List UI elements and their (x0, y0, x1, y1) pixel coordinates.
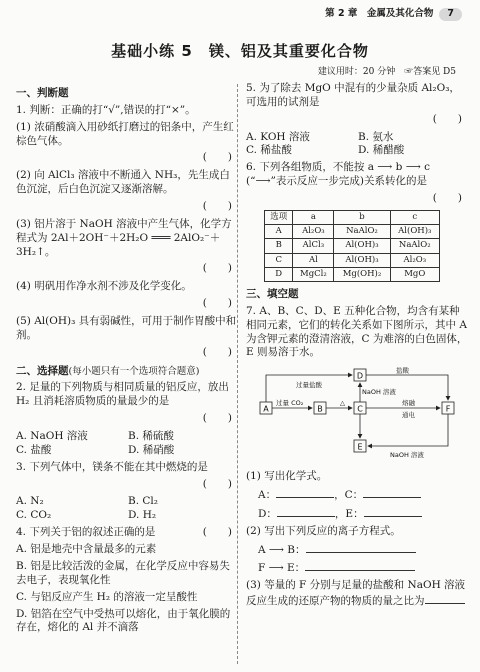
page-header (325, 8, 462, 21)
conversion-diagram (256, 367, 466, 459)
q7-e-label: ，E： (334, 507, 364, 520)
q4-option-a[interactable]: A. 铝是地壳中含量最多的元素 (16, 543, 157, 556)
table-header-cell: a (293, 210, 334, 224)
conversion-table (264, 210, 440, 282)
section-choice-heading (16, 365, 240, 379)
answer-bracket[interactable]: ( ) (202, 477, 232, 490)
table-cell: MgO (390, 267, 439, 281)
node-e: E (357, 442, 363, 452)
table-cell: Al(OH)₃ (334, 253, 390, 267)
q3-options (16, 495, 240, 523)
q3-option-c[interactable]: C. CO₂ (16, 509, 52, 522)
section-fill-heading: 三、填空题 (246, 287, 299, 300)
q7-stem: 7. A、B、C、D、E 五种化合物，均含有某种相同元素，它们的转化关系如下图所示，其中 A 为含钾元素的澄清溶液，C 为难溶的白色固体，E 则易溶于水。 (246, 304, 468, 359)
q7-part1-line1 (246, 487, 470, 503)
q3-option-b[interactable]: B. Cl₂ (128, 495, 158, 508)
q1-item-4: (4) 明矾用作净水剂不涉及化学变化。 (16, 280, 192, 293)
answer-bracket[interactable]: ( ) (202, 297, 232, 310)
label-electrolysis: 通电 (402, 411, 415, 420)
q2-option-c[interactable]: C. 盐酸 (16, 443, 52, 456)
table-cell: NaAlO₂ (334, 225, 390, 239)
q4-option-d[interactable]: D. 铝箔在空气中受热可以熔化，由于氧化膜的存在，熔化的 Al 并不滴落 (16, 607, 231, 634)
q4-option-c[interactable]: C. 与铝反应产生 H₂ 的溶液一定呈酸性 (16, 590, 198, 603)
answer-bracket[interactable]: ( ) (202, 526, 232, 539)
q1-item-5: (5) Al(OH)₃ 具有弱碱性，可用于制作胃酸中和剂。 (16, 315, 237, 341)
q1-item-3: (3) 铝片溶于 NaOH 溶液中产生气体，化学方程式为 2Al＋2OH⁻＋2H₂O ═══ 2AlO₂⁻＋3H₂↑。 (16, 217, 232, 258)
table-row (265, 267, 440, 281)
q5-option-d[interactable]: D. 稀醋酸 (358, 144, 405, 157)
answer-bracket[interactable]: ( ) (202, 262, 232, 275)
table-cell: D (265, 267, 293, 281)
label-heat: △ (340, 399, 345, 408)
q4-options (16, 543, 240, 635)
section-judgement-heading: 一、判断题 (16, 87, 69, 99)
label-hcl: 盐酸 (396, 367, 409, 375)
node-c: C (357, 404, 363, 414)
q1-item-1: (1) 浓硝酸滴入用砂纸打磨过的铝条中，产生红棕色气体。 (16, 120, 234, 147)
q1-item-2: (2) 向 AlCl₃ 溶液中不断通入 NH₃，先生成白色沉淀，后白色沉淀又逐渐溶解。 (16, 169, 230, 196)
q1-stem: 1. 判断：正确的打“√”,错误的打“×”。 (16, 103, 196, 116)
chapter-label: 第 2 章 金属及其化合物 (325, 8, 434, 19)
table-row (265, 253, 440, 267)
table-cell: C (265, 253, 293, 267)
q3-option-a[interactable]: A. N₂ (16, 495, 44, 508)
q7-part2-line2 (246, 560, 470, 576)
node-a: A (263, 404, 269, 414)
answer-bracket[interactable]: ( ) (432, 112, 462, 125)
label-excess-co2: 过量 CO₂ (276, 399, 304, 408)
table-row (265, 225, 440, 239)
label-naoh-1: NaOH 溶液 (362, 388, 396, 397)
q5-option-b[interactable]: B. 氨水 (358, 130, 394, 143)
q7-c-label: ，C： (334, 488, 364, 501)
table-cell: A (265, 225, 293, 239)
q2-option-d[interactable]: D. 稀硝酸 (128, 443, 175, 456)
q7-part2: (2) 写出下列反应的离子方程式。 (246, 524, 401, 537)
q7-fe-label: F ⟶ E： (258, 562, 306, 575)
answer-blank-a[interactable] (276, 487, 334, 498)
q2-option-b[interactable]: B. 稀硫酸 (128, 430, 174, 443)
answer-bracket[interactable]: ( ) (202, 200, 232, 213)
answer-blank-fe[interactable] (305, 560, 415, 571)
q7-part3-text: (3) 等量的 F 分别与足量的盐酸和 NaOH 溶液反应生成的还原产物的物质的量之比为 (246, 579, 466, 608)
answer-blank-e[interactable] (364, 506, 422, 517)
q4-option-b[interactable]: B. 铝是比较活泼的金属，在化学反应中容易失去电子，表现氧化性 (16, 559, 230, 586)
q4-stem (16, 526, 240, 540)
answer-blank-c[interactable] (363, 487, 421, 498)
suggested-time: 建议用时：20 分钟 ☞答案见 D5 (317, 67, 456, 77)
label-naoh-2: NaOH 溶液 (390, 451, 424, 460)
table-cell: NaAlO₂ (390, 239, 439, 253)
q7-a-label: A： (258, 488, 277, 501)
table-cell: Al(OH)₃ (390, 225, 439, 239)
table-cell: Mg(OH)₂ (334, 267, 390, 281)
answer-blank-ratio[interactable] (425, 593, 465, 604)
q3-option-d[interactable]: D. H₂ (128, 509, 157, 522)
q2-option-a[interactable]: A. NaOH 溶液 (16, 430, 88, 443)
q5-stem: 5. 为了除去 MgO 中混有的少量杂质 Al₂O₃，可选用的试剂是 (246, 82, 460, 108)
q5-option-a[interactable]: A. KOH 溶液 (246, 130, 310, 143)
answer-blank-ab[interactable] (306, 542, 416, 553)
q2-options (16, 430, 240, 458)
table-cell: AlCl₃ (293, 239, 334, 253)
answer-bracket[interactable]: ( ) (432, 192, 462, 205)
q7-part1: (1) 写出化学式。 (246, 470, 328, 483)
node-d: D (356, 371, 364, 381)
table-header-cell: b (334, 210, 390, 224)
q6-stem: 6. 下列各组物质，不能按 a ⟶ b ⟶ c (“⟶”表示反应一步完成)关系转化的是 (246, 161, 431, 188)
label-excess-hcl: 过量盐酸 (296, 381, 322, 390)
table-cell: MgCl₂ (293, 267, 334, 281)
left-column (16, 82, 240, 638)
answer-blank-d[interactable] (277, 506, 335, 517)
q3-stem: 3. 下列气体中，镁条不能在其中燃烧的是 (16, 460, 208, 473)
q7-part1-line2 (246, 506, 470, 522)
page-number: 7 (439, 8, 462, 21)
label-molten: 熔融 (402, 399, 415, 408)
table-cell: Al₂O₃ (390, 253, 439, 267)
q4-stem-text: 4. 下列关于铝的叙述正确的是 (16, 526, 156, 539)
table-cell: Al₂O₃ (293, 225, 334, 239)
table-header-cell: c (390, 210, 439, 224)
page-title: 基础小练 5 镁、铝及其重要化合物 (111, 42, 369, 60)
answer-bracket[interactable]: ( ) (202, 412, 232, 425)
table-row (265, 239, 440, 253)
q5-option-c[interactable]: C. 稀盐酸 (246, 144, 292, 157)
q7-part3 (246, 579, 470, 609)
section-choice-note: (每小题只有一个选项符合题意) (68, 365, 200, 377)
q7-d-label: D： (258, 507, 277, 520)
table-cell: Al (293, 253, 334, 267)
table-cell: B (265, 239, 293, 253)
table-header-row (265, 210, 440, 224)
answer-bracket[interactable]: ( ) (202, 151, 232, 164)
table-cell: Al(OH)₃ (334, 239, 390, 253)
right-column (246, 82, 470, 612)
q2-stem: 2. 足量的下列物质与相同质量的铝反应，放出 H₂ 且消耗溶质物质的量最少的是 (16, 381, 229, 408)
node-f: F (445, 404, 451, 414)
q7-part2-line1 (246, 542, 470, 558)
q7-ab-label: A ⟶ B： (258, 543, 306, 556)
q5-options (246, 131, 470, 159)
node-b: B (317, 404, 323, 414)
section-choice-title: 二、选择题 (16, 364, 69, 377)
answer-bracket[interactable]: ( ) (202, 345, 232, 358)
table-header-cell: 选项 (265, 210, 293, 224)
